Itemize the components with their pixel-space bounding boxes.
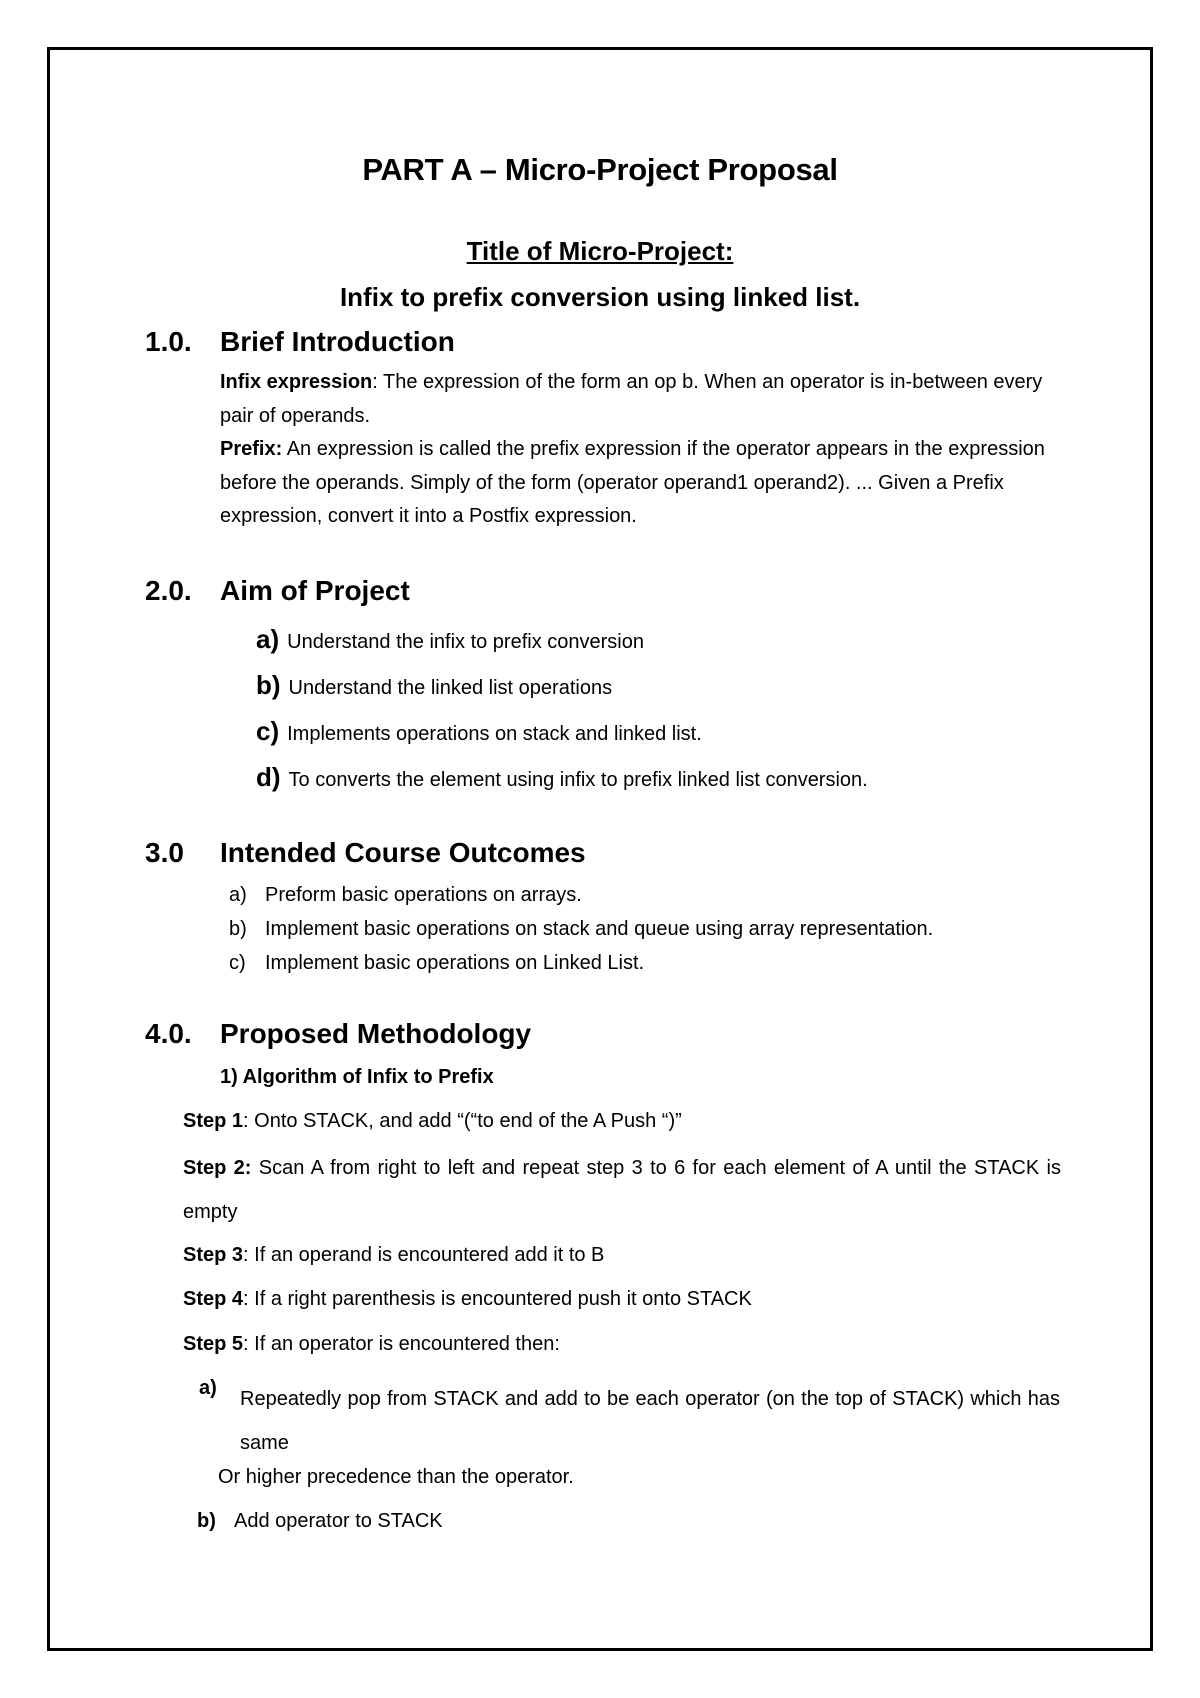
step-2 — [183, 1146, 1061, 1234]
outcome-item-text: Implement basic operations on stack and queue using array representation. — [265, 918, 934, 940]
step-text: Scan A from right to left and repeat step 3 to 6 for each element of A until the STACK is empty — [183, 1157, 1061, 1223]
outcome-item — [229, 952, 645, 975]
infix-definition — [220, 366, 1050, 433]
section-2-number: 2.0. — [145, 575, 192, 606]
outcome-item-text: Implement basic operations on Linked List. — [265, 952, 645, 974]
outcome-item-marker: b) — [229, 918, 247, 940]
aim-item-text: Understand the infix to prefix conversion — [287, 631, 644, 653]
step-4 — [183, 1288, 752, 1311]
prefix-definition — [220, 433, 1050, 534]
sub-item-b-marker — [197, 1510, 216, 1533]
outcome-item-marker: c) — [229, 952, 246, 974]
outcome-item-text: Preform basic operations on arrays. — [265, 884, 582, 906]
section-3-number: 3.0 — [145, 837, 184, 868]
step-label: Step 3 — [183, 1244, 244, 1266]
infix-label: Infix expression — [220, 371, 373, 393]
outcome-item — [229, 918, 934, 941]
step-label: Step 2: — [183, 1157, 252, 1179]
prefix-text: An expression is called the prefix expression if the operator appears in the expression before the operands. Simply of the form (operator operand1 operand2). ... Given a Prefix expression, convert it into a Postfix expression. — [220, 438, 1045, 527]
aim-item-text: To converts the element using infix to prefix linked list conversion. — [288, 769, 868, 791]
aim-item — [256, 670, 612, 701]
outcome-item-marker: a) — [229, 884, 247, 906]
intro-paragraph — [220, 366, 1050, 534]
sub-item-a-marker — [199, 1377, 217, 1400]
section-1-title: Brief Introduction — [220, 326, 455, 357]
project-name: Infix to prefix conversion using linked list. — [339, 282, 861, 312]
aim-item-marker: d) — [256, 762, 281, 792]
section-2-title: Aim of Project — [220, 575, 410, 606]
outcome-item — [229, 884, 582, 907]
step-3 — [183, 1244, 604, 1267]
step-label: Step 1 — [183, 1110, 244, 1132]
step-5 — [183, 1333, 560, 1356]
aim-item-text: Implements operations on stack and linked list. — [287, 723, 702, 745]
step-text: : Onto STACK, and add “(“to end of the A Push “)” — [243, 1110, 682, 1132]
section-4-number: 4.0. — [145, 1018, 192, 1049]
aim-item — [256, 716, 702, 747]
sub-item-a-continuation: Or higher precedence than the operator. — [218, 1466, 574, 1488]
aim-item — [256, 762, 868, 793]
aim-item-text: Understand the linked list operations — [288, 677, 613, 699]
section-1-number: 1.0. — [145, 326, 192, 357]
aim-item-marker: b) — [256, 670, 281, 700]
aim-item-marker: c) — [256, 716, 280, 746]
section-4-title: Proposed Methodology — [220, 1018, 532, 1049]
project-title-label: Title of Micro-Project: — [466, 236, 734, 266]
step-label: Step 4 — [183, 1288, 244, 1310]
step-text: : If an operand is encountered add it to B — [243, 1244, 605, 1266]
section-3-title: Intended Course Outcomes — [220, 837, 586, 868]
sub-item-marker: b) — [197, 1510, 216, 1532]
step-text: : If an operator is encountered then: — [243, 1333, 560, 1355]
step-label: Step 5 — [183, 1333, 244, 1355]
prefix-label: Prefix: — [220, 438, 283, 460]
algorithm-title: 1) Algorithm of Infix to Prefix — [220, 1066, 494, 1088]
step-text: : If a right parenthesis is encountered push it onto STACK — [243, 1288, 752, 1310]
aim-item — [256, 624, 644, 655]
sub-item-a-text: Repeatedly pop from STACK and add to be each operator (on the top of STACK) which has same — [240, 1388, 1060, 1454]
infix-text: : The expression of the form an op b. When an operator is in-between every pair of operands. — [220, 371, 1043, 427]
step-1 — [183, 1110, 682, 1133]
aim-item-marker: a) — [256, 624, 280, 654]
sub-item-b-text: Add operator to STACK — [234, 1510, 443, 1532]
sub-item-marker: a) — [199, 1377, 217, 1399]
page-title: PART A – Micro-Project Proposal — [362, 152, 838, 187]
